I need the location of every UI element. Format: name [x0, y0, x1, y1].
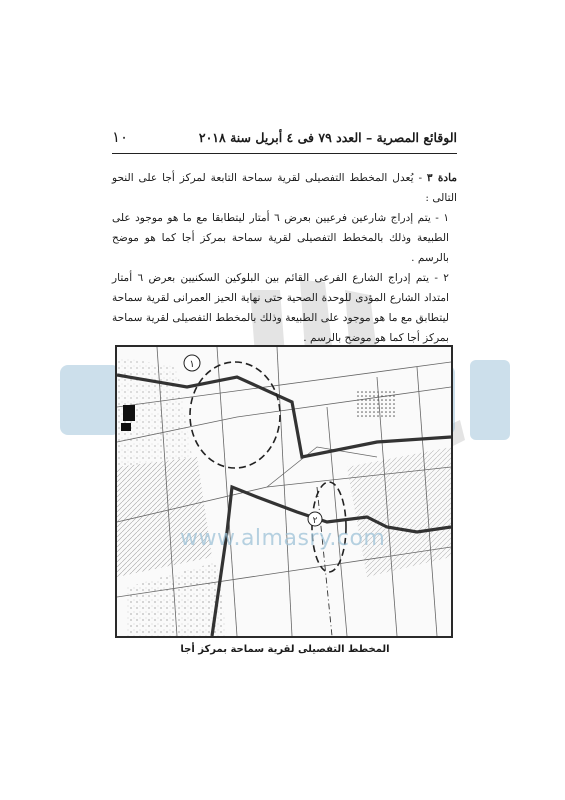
page-number: ١٠ — [112, 128, 129, 146]
map-drawing — [117, 347, 451, 636]
article-intro — [112, 168, 457, 208]
marker-1-label: ١ — [189, 359, 195, 370]
article-item-1: ١ - يتم إدراج شارعين فرعيين بعرض ٦ أمتار ليتطابقا مع ما هو موجود على الطبيعة وذلك بالمخطط التفصيلى لقرية سماحة بمركز أجا كما هو موضح بالرسم . — [112, 212, 450, 264]
detailed-plan-map — [115, 345, 453, 638]
article-intro-text: - يُعدل المخطط التفصيلى لقرية سماحة التابعة لمركز أجا على النحو التالى : — [112, 172, 457, 204]
article-body — [112, 168, 457, 348]
header-rule — [112, 153, 457, 154]
page-header — [112, 128, 457, 150]
watermark-url: www.almasry.com — [180, 526, 386, 551]
marker-2-label: ٢ — [312, 516, 318, 526]
map-caption: المخطط التفصيلى لقرية سماحة بمركز أجا — [180, 644, 390, 655]
running-title: الوقائع المصرية – العدد ٧٩ فى ٤ أبريل سنة ٢٠١٨ — [198, 130, 457, 145]
article-label: مادة ٣ — [426, 172, 457, 184]
article-item-2: ٢ - يتم إدراج الشارع الفرعى القائم بين البلوكين السكنيين بعرض ٦ أمتار امتداد الشارع المؤدى للوحدة الصحية حتى نهاية الحيز العمرانى لقرية سماحة ليتطابق مع ما هو موجود على الطبيعة وذلك بالمخطط التفصيلى لقرية سماحة بمركز أجا كما هو موضح بالرسم . — [112, 272, 449, 344]
